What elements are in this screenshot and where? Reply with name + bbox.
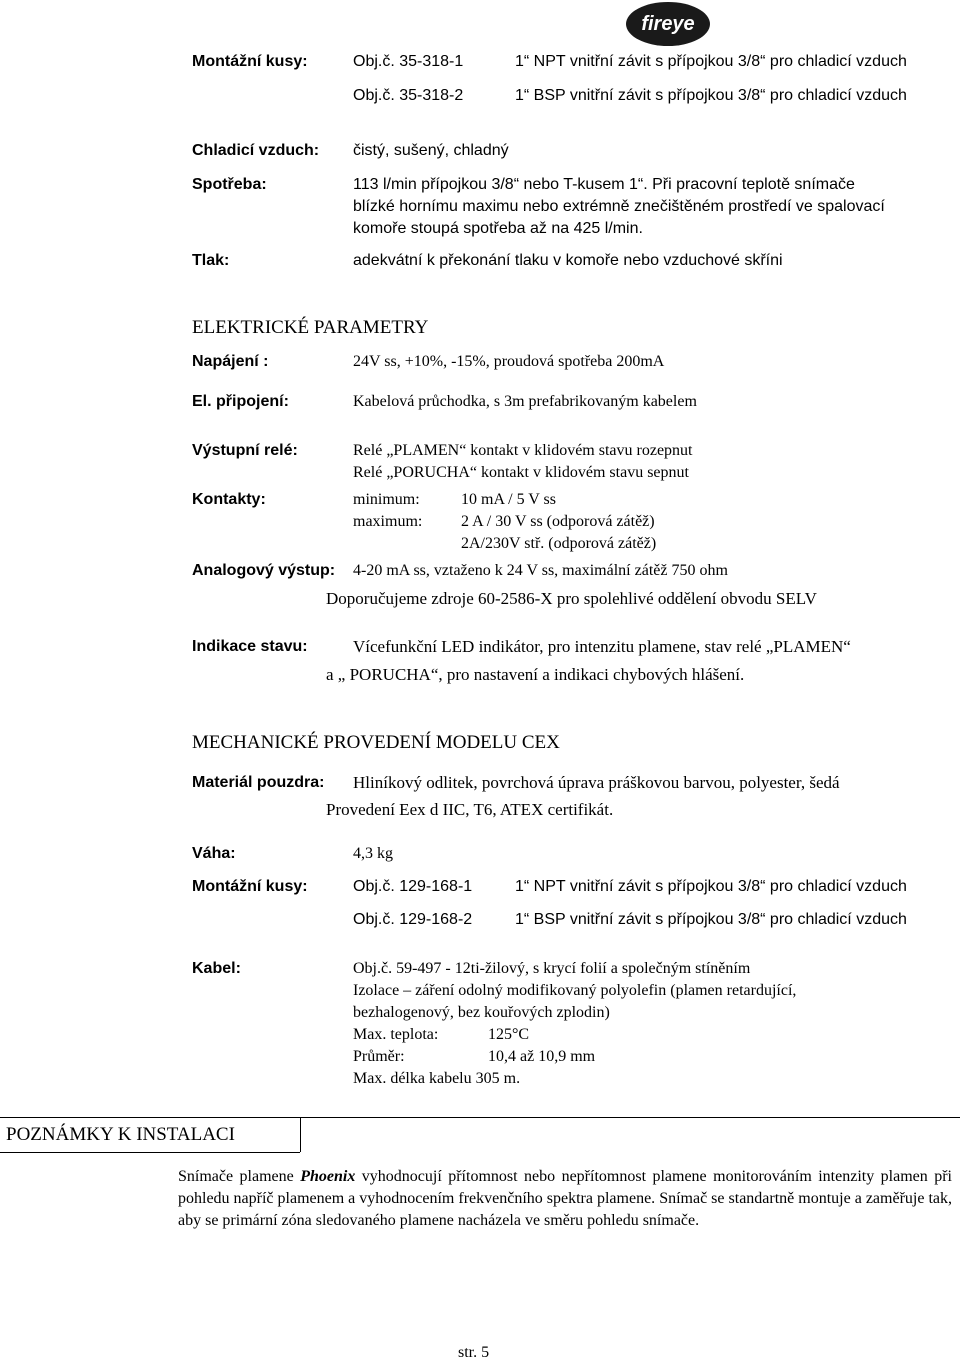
mount-desc-2: 1“ BSP vnitřní závit s přípojkou 3/8“ pro chladicí vzduch [515,87,907,104]
power-value: 24V ss, +10%, -15%, proudová spotřeba 200mA [353,353,665,370]
relay-label: Výstupní relé: [192,442,298,459]
installation-text [178,1166,952,1232]
relay-line-1: Relé „PLAMEN“ kontakt v klidovém stavu rozepnut [353,442,693,459]
consumption-line-2: blízké hornímu maximu nebo extrémně znečištěném prostředí ve spalovací [353,198,885,215]
cable-temp-value: 125°C [488,1026,530,1043]
notes-heading-box-right [300,1117,301,1152]
installation-product-name: Phoenix [300,1168,356,1185]
electrical-heading: ELEKTRICKÉ PARAMETRY [192,317,429,338]
cable-line-3: bezhalogenový, bez kouřových zplodin) [353,1004,610,1021]
mount-code-2: Obj.č. 35-318-2 [353,87,464,104]
mechanical-heading: MECHANICKÉ PROVEDENÍ MODELU CEX [192,732,560,753]
cable-line-2: Izolace – záření odolný modifikovaný polyolefin (plamen retardující, [353,982,797,999]
status-label: Indikace stavu: [192,638,308,655]
status-line-1: Vícefunkční LED indikátor, pro intenzitu plamene, stav relé „PLAMEN“ [353,637,851,656]
page-number: str. 5 [458,1344,490,1361]
connection-label: El. připojení: [192,393,289,410]
cable-label: Kabel: [192,960,241,977]
consumption-line-3: komoře stoupá spotřeba až na 425 l/min. [353,220,643,237]
mech-mount-code-2: Obj.č. 129-168-2 [353,911,473,928]
weight-value: 4,3 kg [353,845,393,862]
mount-label: Montážní kusy: [192,53,308,70]
material-value-2: Provedení Eex d IIC, T6, ATEX certifikát. [326,800,614,819]
analog-value: 4-20 mA ss, vztaženo k 24 V ss, maximální zátěž 750 ohm [353,562,728,579]
analog-recommendation: Doporučujeme zdroje 60-2586-X pro spolehlivé oddělení obvodu SELV [326,589,817,608]
installation-text-pre: Snímače plamene [178,1168,301,1185]
installation-text-post: vyhodnocují přítomnost nebo nepřítomnost plamene monitorováním intenzity plamen při pohledu napříč plamenem a vyhodnocením frekvenčního spektra plamene. Snímač se standartně montuje a zaměřuje tak, aby se primární zóna sledovaného plamene nacházela ve směru pohledu snímače. [178,1168,952,1229]
mech-mount-label: Montážní kusy: [192,878,308,895]
contacts-min-label: minimum: [353,491,420,508]
cable-length: Max. délka kabelu 305 m. [353,1070,521,1087]
analog-label: Analogový výstup: [192,562,336,579]
mech-mount-code-1: Obj.č. 129-168-1 [353,878,473,895]
consumption-label: Spotřeba: [192,176,267,193]
mount-code-1: Obj.č. 35-318-1 [353,53,464,70]
connection-value: Kabelová průchodka, s 3m prefabrikovaným kabelem [353,393,697,410]
fireye-logo: fireye [626,2,710,46]
pressure-label: Tlak: [192,252,230,269]
material-value: Hliníkový odlitek, povrchová úprava práškovou barvou, polyester, šedá [353,773,840,792]
mech-mount-desc-1: 1“ NPT vnitřní závit s přípojkou 3/8“ pro chladicí vzduch [515,878,907,895]
contacts-max-value-1: 2 A / 30 V ss (odporová zátěž) [461,513,655,530]
cable-temp-label: Max. teplota: [353,1026,439,1043]
pressure-value: adekvátní k překonání tlaku v komoře nebo vzduchové skříni [353,252,783,269]
notes-heading-box-bottom [0,1152,300,1153]
contacts-max-label: maximum: [353,513,423,530]
material-label: Materiál pouzdra: [192,774,325,791]
cable-diam-label: Průměr: [353,1048,405,1065]
contacts-min-value: 10 mA / 5 V ss [461,491,556,508]
mount-desc-1: 1“ NPT vnitřní závit s přípojkou 3/8“ pro chladicí vzduch [515,53,907,70]
consumption-line-1: 113 l/min přípojkou 3/8“ nebo T-kusem 1“. Při pracovní teplotě snímače [353,176,855,193]
contacts-label: Kontakty: [192,491,266,508]
cooling-value: čistý, sušený, chladný [353,142,509,159]
cable-diam-value: 10,4 až 10,9 mm [488,1048,596,1065]
relay-line-2: Relé „PORUCHA“ kontakt v klidovém stavu sepnut [353,464,689,481]
cooling-label: Chladicí vzduch: [192,142,320,159]
power-label: Napájení : [192,353,269,370]
cable-line-1: Obj.č. 59-497 - 12ti-žilový, s krycí folií a společným stíněním [353,960,751,977]
installation-heading: POZNÁMKY K INSTALACI [6,1124,235,1145]
mech-mount-desc-2: 1“ BSP vnitřní závit s přípojkou 3/8“ pro chladicí vzduch [515,911,907,928]
status-line-2: a „ PORUCHA“, pro nastavení a indikaci chybových hlášení. [326,665,745,684]
weight-label: Váha: [192,845,236,862]
notes-top-rule [0,1117,960,1118]
contacts-max-value-2: 2A/230V stř. (odporová zátěž) [461,535,657,552]
